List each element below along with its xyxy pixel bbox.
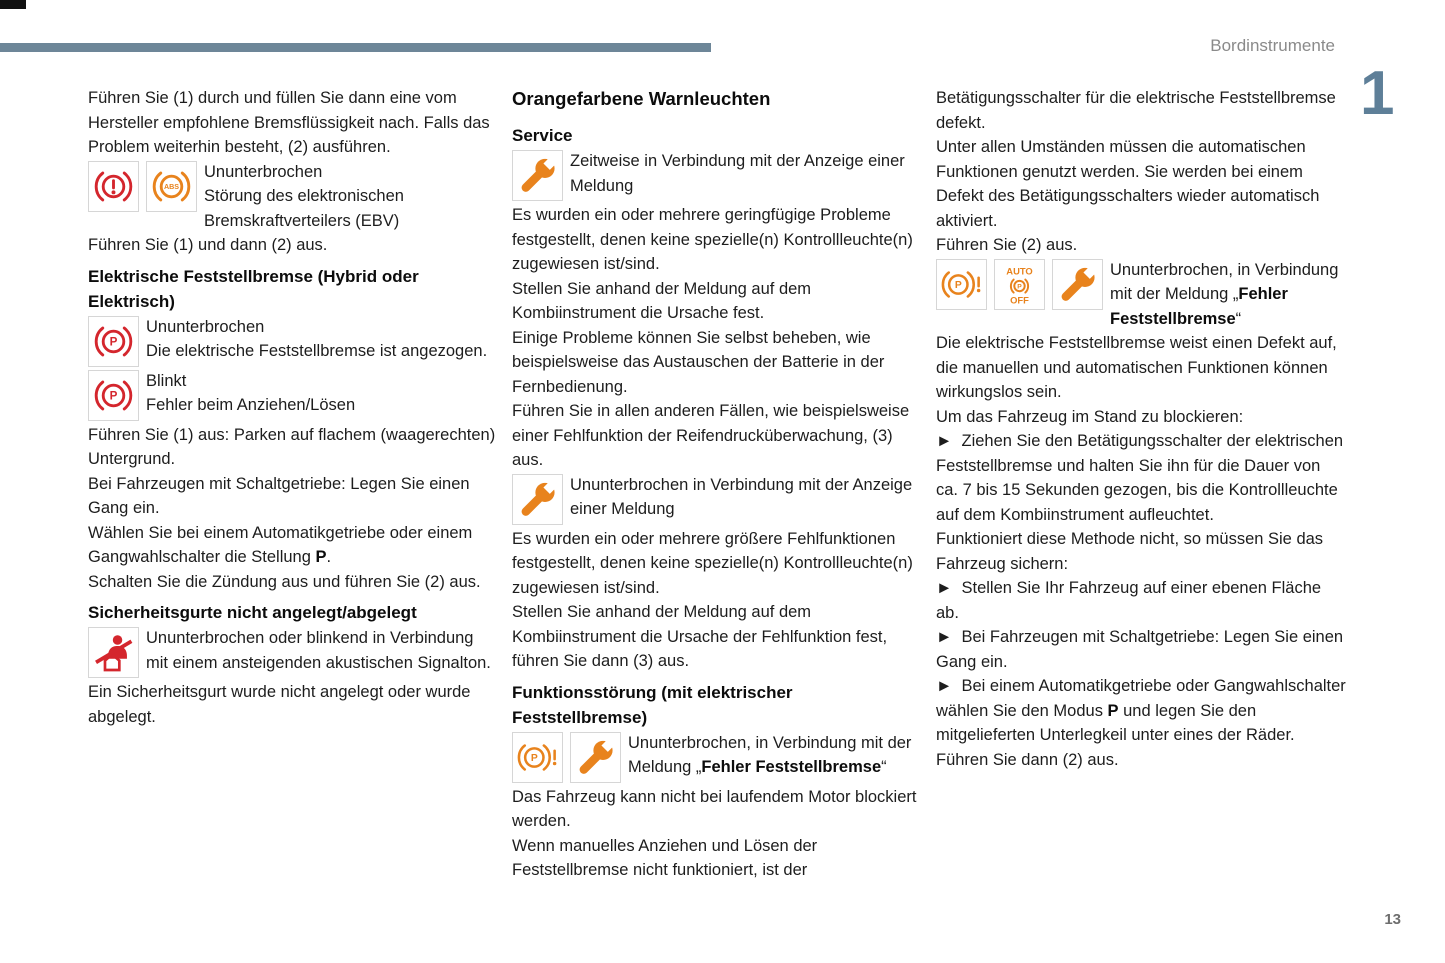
paragraph: Einige Probleme können Sie selbst beheben, wie beispielsweise das Austauschen der Batterie in der Fernbedienung. [512,328,885,396]
warning-light-item-seatbelt [88,626,498,675]
warning-light-item-parkbrake-on [88,315,498,364]
service-wrench-icon [512,150,563,201]
bold-gear-p: P [315,548,327,566]
paragraph: Bei Fahrzeugen mit Schaltgetriebe: Legen Sie einen Gang ein. [88,474,470,517]
abs-icon [146,161,197,212]
chapter-number-tab: 1 [1360,59,1395,128]
paragraph: Führen Sie (1) und dann (2) aus. [88,236,328,254]
text-run: Ununterbrochen, in Verbindung mit der Meldung „ [1110,260,1339,303]
paragraph: Führen Sie (1) durch und füllen Sie dann eine vom Hersteller empfohlene Bremsflüssigkeit nach. Falls das Problem weiterhin besteht, (2) ausführen. [88,89,490,156]
column-middle [512,86,936,883]
indicator-desc: Ununterbrochen oder blinkend in Verbindung mit einem ansteigenden akustischen Signalton. [146,629,491,672]
indicator-state: Blinkt [146,371,187,390]
text-run: “ [881,758,887,776]
paragraph: ► Ziehen Sie den Betätigungsschalter der elektrischen Feststellbremse und halten Sie ihn für die Dauer von ca. 7 bis 15 Sekunden gezogen, bis die Kontrollleuchte auf dem Kombiinstrument aufleuchtet. [936,432,1344,524]
indicator-desc: Die elektrische Feststellbremse ist angezogen. [146,342,488,360]
page-number: 13 [1384,911,1401,928]
auto-parking-brake-off-icon [994,259,1045,310]
section-heading-malfunction: Funktionsstörung (mit elektrischer Feststellbremse) [512,682,793,727]
column-right [936,86,1360,883]
brake-warning-icon [88,161,139,212]
warning-light-item-service-temp [512,149,922,198]
section-heading-parkbrake: Elektrische Feststellbremse (Hybrid oder Elektrisch) [88,266,419,311]
paragraph: Schalten Sie die Zündung aus und führen Sie (2) aus. [88,572,481,591]
section-heading-seatbelt: Sicherheitsgurte nicht angelegt/abgelegt [88,603,417,622]
indicator-desc: Zeitweise in Verbindung mit der Anzeige einer Meldung [570,152,905,195]
paragraph: Ein Sicherheitsgurt wurde nicht angelegt oder wurde abgelegt. [88,683,471,726]
paragraph: Führen Sie (2) aus. [936,236,1078,254]
warning-light-item-ebv [88,160,498,234]
text-run: und legen Sie den mitgelieferten Unterlegkeil unter eines der Räder. [936,701,1295,744]
paragraph: Führen Sie (1) aus: Parken auf flachem (waagerechten) Untergrund. [88,425,496,468]
parking-brake-fault-icon [512,732,563,783]
bold-message-name: Fehler Feststellbremse [701,758,882,776]
parking-brake-fault-icon [936,259,987,310]
parking-brake-icon [88,316,139,367]
indicator-state: Ununterbrochen [204,162,323,181]
text-run: Ununterbrochen, in Verbindung mit der Meldung „ [628,733,912,776]
text-run: . [326,548,332,566]
paragraph: Um das Fahrzeug im Stand zu blockieren: [936,407,1244,426]
paragraph: Es wurden ein oder mehrere geringfügige Probleme festgestellt, denen keine spezielle(n) Kontrollleuchte(n) zugewiesen ist/sind. [512,206,913,273]
paragraph: ► Stellen Sie Ihr Fahrzeug auf einer ebenen Fläche ab. [936,579,1322,622]
warning-light-item-service-perm [512,473,922,522]
print-corner-mark [0,0,26,9]
paragraph: ► Bei Fahrzeugen mit Schaltgetriebe: Legen Sie einen Gang ein. [936,628,1344,671]
paragraph [88,521,498,570]
bold-message-name: Fehler Feststellbremse [1110,285,1288,328]
warning-light-item-parkbrake-blink [88,369,498,418]
indicator-desc: Störung des elektronischen Bremskraftverteilers (EBV) [204,187,404,230]
parking-brake-icon [88,370,139,421]
column-left [88,86,512,883]
paragraph: Funktioniert diese Methode nicht, so müssen Sie das Fahrzeug sichern: [936,530,1324,573]
indicator-state: Ununterbrochen [146,317,265,336]
paragraph [936,674,1346,748]
paragraph: Das Fahrzeug kann nicht bei laufendem Motor blockiert werden. [512,787,917,830]
seatbelt-warning-icon [88,627,139,678]
header-rule-bar [0,43,711,52]
service-wrench-icon [570,732,621,783]
paragraph: Stellen Sie anhand der Meldung auf dem Kombiinstrument die Ursache fest. [512,279,812,322]
warning-light-item-parkbrake-fault-full [936,258,1346,332]
paragraph: Es wurden ein oder mehrere größere Fehlfunktionen festgestellt, denen keine spezielle(n) Kontrollleuchte(n) zugewiesen ist/sind. [512,529,913,597]
paragraph: Stellen Sie anhand der Meldung auf dem Kombiinstrument die Ursache der Fehlfunktion fest, führen Sie dann (3) aus. [512,603,888,670]
text-run: “ [1235,309,1242,328]
text-run: Wählen Sie bei einem Automatikgetriebe oder einem Gangwahlschalter die Stellung [88,523,473,566]
section-heading-orange-warnings: Orangefarbene Warnleuchten [512,88,771,109]
warning-light-item-parkbrake-fault [512,731,922,780]
section-heading-service: Service [512,126,573,145]
indicator-desc: Ununterbrochen in Verbindung mit der Anzeige einer Meldung [570,475,913,518]
indicator-desc: Fehler beim Anziehen/Lösen [146,396,356,414]
paragraph: Führen Sie dann (2) aus. [936,750,1119,769]
paragraph: Wenn manuelles Anziehen und Lösen der Feststellbremse nicht funktioniert, ist der [512,836,818,879]
bold-gear-p: P [1107,701,1119,720]
paragraph: Die elektrische Feststellbremse weist einen Defekt auf, die manuellen und automatischen Funktionen können wirkungslos sein. [936,334,1337,401]
text-run: ► Bei einem Automatikgetriebe oder Gangwahlschalter wählen Sie den Modus [936,677,1346,720]
page-columns [88,86,1362,883]
paragraph: Unter allen Umständen müssen die automatischen Funktionen genutzt werden. Sie werden bei einem Defekt des Betätigungsschalters wieder automatisch aktiviert. [936,138,1320,230]
paragraph: Führen Sie in allen anderen Fällen, wie beispielsweise einer Fehlfunktion der Reifendrucküberwachung, (3) aus. [512,402,910,469]
service-wrench-icon [512,474,563,525]
service-wrench-icon [1052,259,1103,310]
running-header: Bordinstrumente [1210,36,1335,55]
paragraph: Betätigungsschalter für die elektrische Feststellbremse defekt. [936,89,1336,132]
